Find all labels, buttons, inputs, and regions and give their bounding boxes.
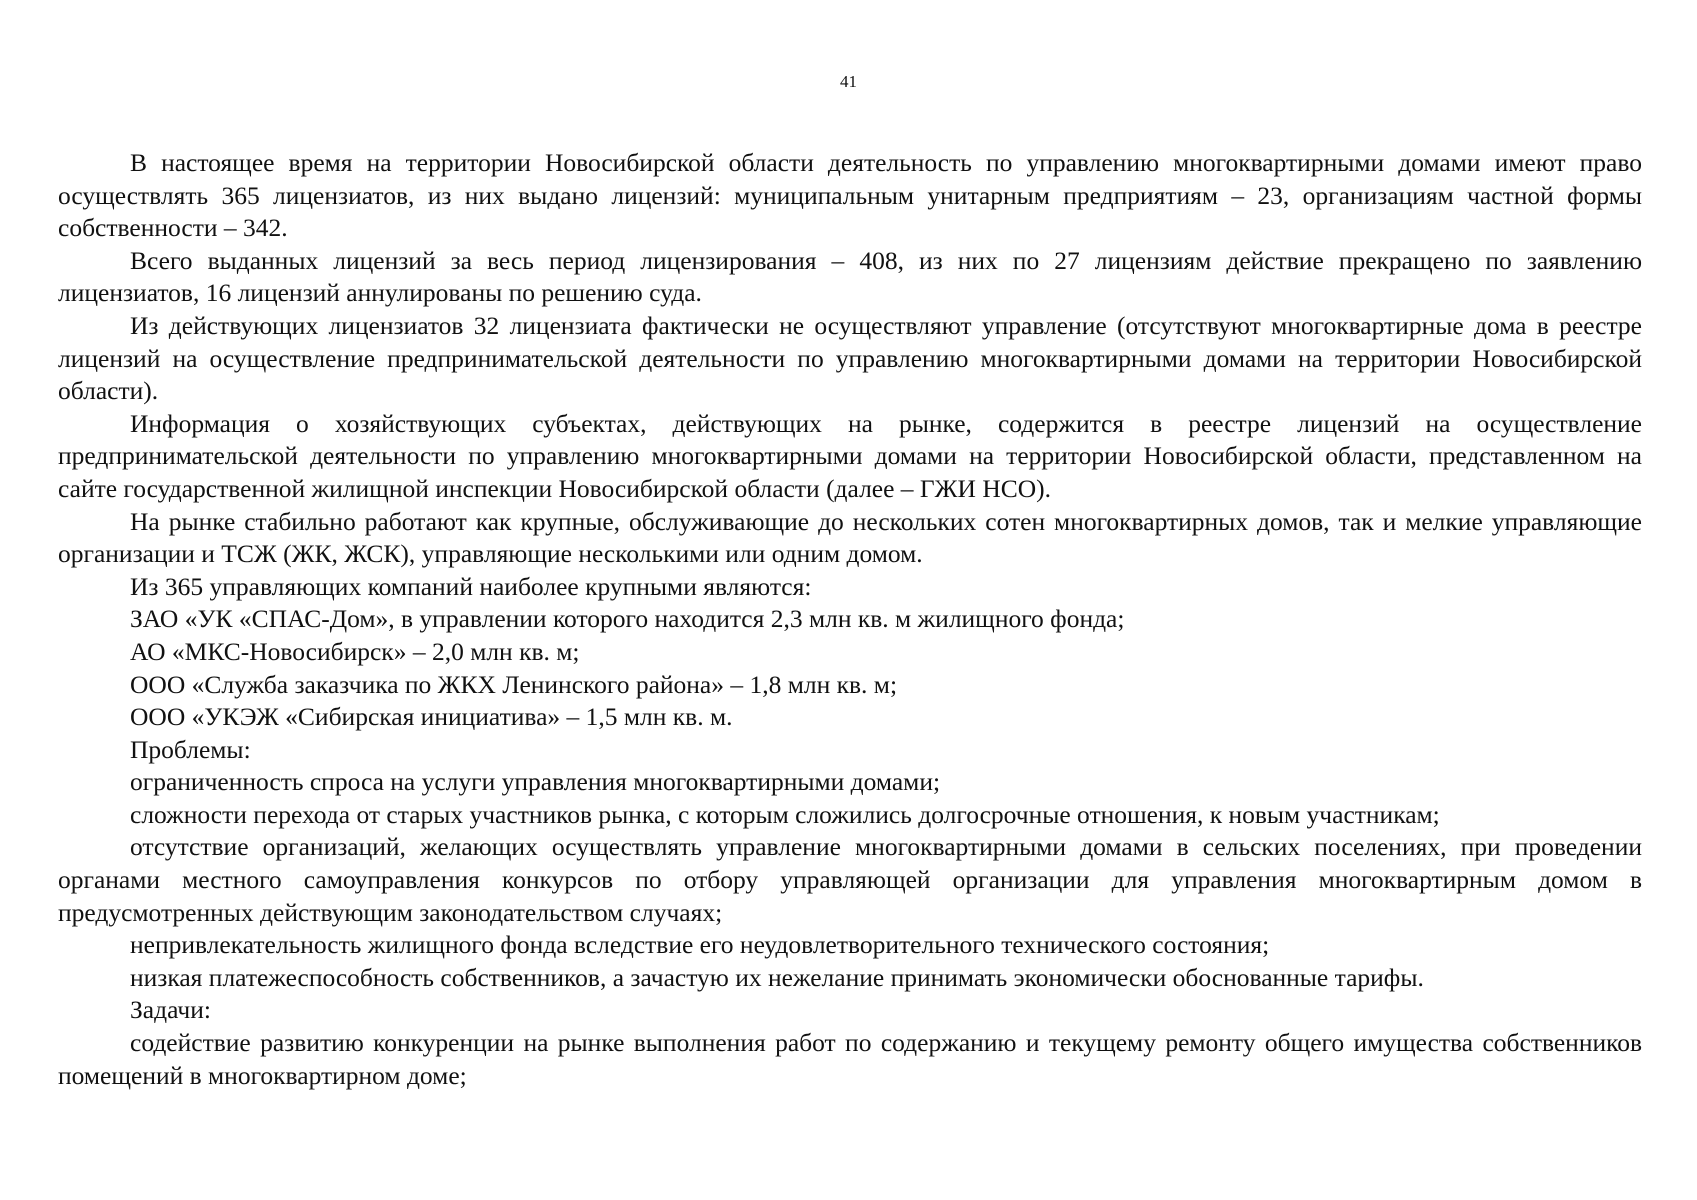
list-item-company: ООО «УКЭЖ «Сибирская инициатива» – 1,5 млн кв. м. [130, 702, 733, 732]
list-item-company: ООО «Служба заказчика по ЖКХ Ленинского района» – 1,8 млн кв. м; [130, 669, 898, 699]
document-body [58, 147, 1642, 1092]
paragraph-largest-companies-intro: Из 365 управляющих компаний наиболее крупными являются: [130, 571, 812, 601]
list-item-problem: сложности перехода от старых участников рынка, с которым сложились долгосрочные отношения, к новым участникам; [130, 799, 1440, 829]
page-number: 41 [840, 72, 857, 91]
list-item-problem: низкая платежеспособность собственников, а зачастую их нежелание принимать экономически обоснованные тарифы. [130, 962, 1424, 992]
list-item-company: ЗАО «УК «СПАС-Дом», в управлении которого находится 2,3 млн кв. м жилищного фонда; [130, 604, 1125, 634]
paragraph-market-structure: На рынке стабильно работают как крупные, обслуживающие до нескольких сотен многоквартирных домов, так и мелкие управляющие организации и ТСЖ (ЖК, ЖСК), управляющие несколькими или одним домом. [58, 506, 1642, 569]
paragraph-licensees-count: В настоящее время на территории Новосибирской области деятельность по управлению многоквартирными домами имеют право осуществлять 365 лицензиатов, из них выдано лицензий: муниципальным унитарным предприятиям – 23, организациям частной формы собственности – 342. [58, 148, 1642, 243]
paragraph-licenses-total: Всего выданных лицензий за весь период лицензирования – 408, из них по 27 лицензиям действие прекращено по заявлению лицензиатов, 16 лицензий аннулированы по решению суда. [58, 245, 1642, 308]
list-item-problem: отсутствие организаций, желающих осуществлять управление многоквартирными домами в сельских поселениях, при проведении органами местного самоуправления конкурсов по отбору управляющей организации для управления многоквартирным домом в предусмотренных действующим законодательством случаях; [58, 832, 1642, 927]
paragraph-registry-info: Информация о хозяйствующих субъектах, действующих на рынке, содержится в реестре лицензий на осуществление предпринимательской деятельности по управлению многоквартирными домами на территории Новосибирской области, представленном на сайте государственной жилищной инспекции Новосибирской области (далее – ГЖИ НСО). [58, 408, 1642, 503]
paragraph-inactive-licensees: Из действующих лицензиатов 32 лицензиата фактически не осуществляют управление (отсутствуют многоквартирные дома в реестре лицензий на осуществление предпринимательской деятельности по управлению многоквартирными домами на территории Новосибирской области). [58, 310, 1642, 406]
list-item-task: содействие развитию конкуренции на рынке выполнения работ по содержанию и текущему ремонту общего имущества собственников помещений в многоквартирном доме; [58, 1028, 1642, 1090]
list-item-problem: непривлекательность жилищного фонда вследствие его неудовлетворительного технического состояния; [130, 930, 1270, 960]
list-item-company: АО «МКС-Новосибирск» – 2,0 млн кв. м; [130, 636, 580, 666]
section-heading-tasks: Задачи: [130, 995, 211, 1025]
section-heading-problems: Проблемы: [130, 734, 251, 764]
list-item-problem: ограниченность спроса на услуги управления многоквартирными домами; [130, 767, 941, 797]
